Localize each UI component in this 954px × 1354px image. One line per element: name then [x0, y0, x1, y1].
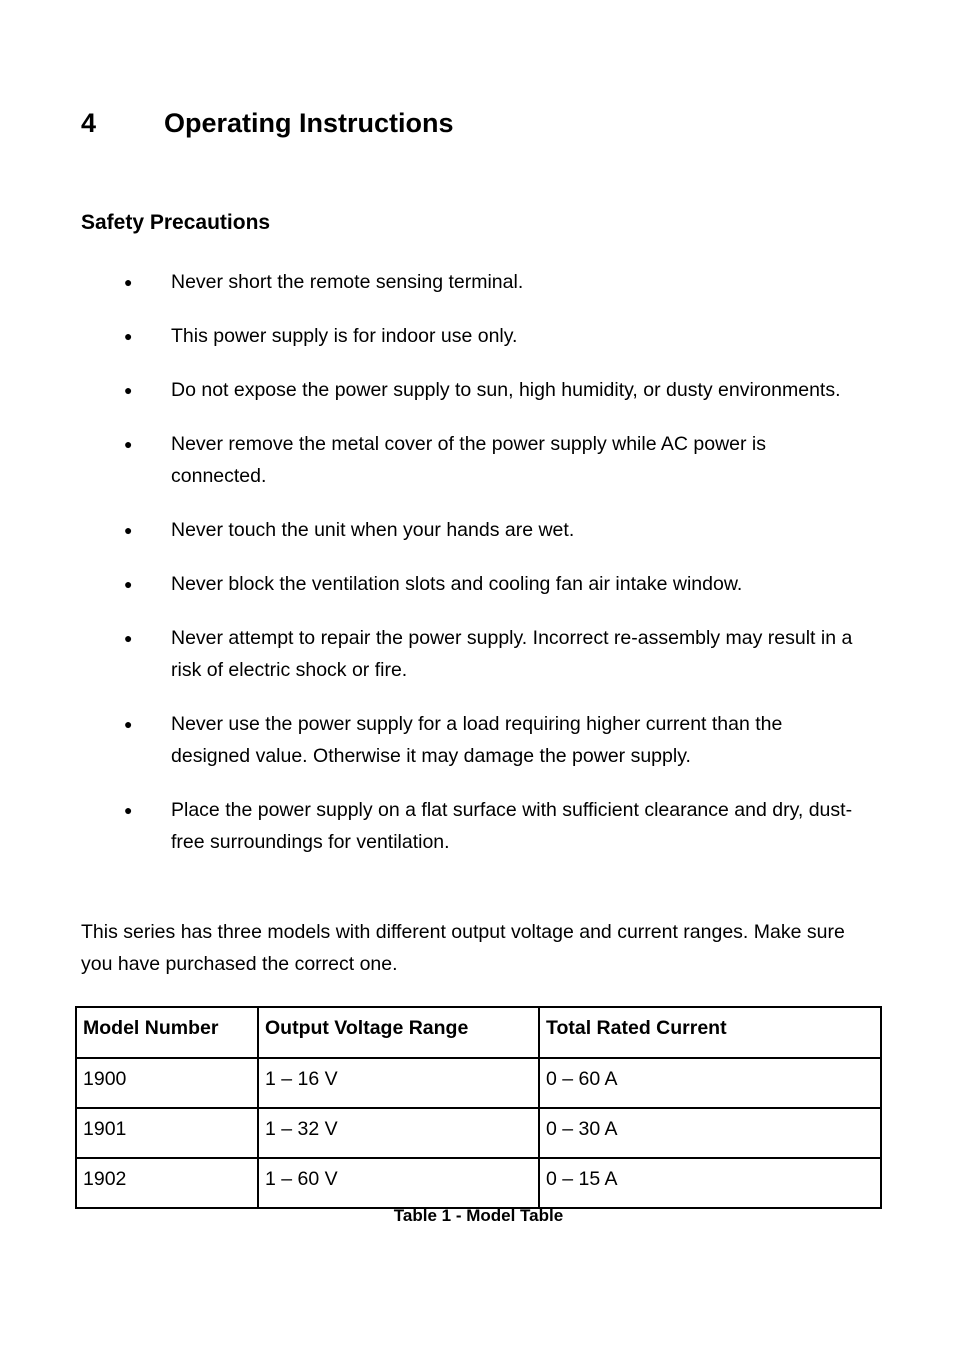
- list-item-text: Never short the remote sensing terminal.: [171, 271, 524, 293]
- list-item-text: Never use the power supply for a load requiring higher current than the designed value. Otherwise it may damage the power supply.: [171, 713, 783, 767]
- cell-current: 0 – 60 A: [539, 1058, 881, 1108]
- cell-voltage: 1 – 32 V: [258, 1108, 539, 1158]
- bullet-icon: ●: [124, 576, 133, 592]
- list-item: [120, 622, 860, 686]
- cell-model: 1900: [76, 1058, 258, 1108]
- list-item: [120, 794, 860, 858]
- safety-heading: Safety Precautions: [81, 211, 271, 234]
- table-caption: Table 1 - Model Table: [393, 1206, 564, 1225]
- bullet-icon: ●: [124, 436, 133, 452]
- cell-model: 1902: [76, 1158, 258, 1208]
- list-item-text: Do not expose the power supply to sun, high humidity, or dusty environments.: [171, 379, 841, 401]
- list-item-text: Never block the ventilation slots and cooling fan air intake window.: [171, 573, 743, 595]
- list-item: [120, 428, 860, 492]
- list-item: [120, 374, 860, 406]
- cell-current: 0 – 15 A: [539, 1158, 881, 1208]
- bullet-icon: ●: [124, 716, 133, 732]
- list-item-text: Place the power supply on a flat surface with sufficient clearance and dry, dust-free surroundings for ventilation.: [171, 799, 853, 853]
- header-output-voltage: Output Voltage Range: [258, 1007, 539, 1058]
- cell-model: 1901: [76, 1108, 258, 1158]
- cell-current: 0 – 30 A: [539, 1108, 881, 1158]
- list-item: [120, 568, 860, 600]
- table-row: [76, 1108, 881, 1158]
- bullet-icon: ●: [124, 328, 133, 344]
- cell-voltage: 1 – 16 V: [258, 1058, 539, 1108]
- table-header-row: [76, 1007, 881, 1058]
- bullet-icon: ●: [124, 630, 133, 646]
- list-item: [120, 320, 860, 352]
- list-item: [120, 708, 860, 772]
- list-item: [120, 514, 860, 546]
- bullet-icon: ●: [124, 382, 133, 398]
- model-table: [75, 1006, 882, 1209]
- section-heading: [81, 108, 454, 139]
- bullet-icon: ●: [124, 522, 133, 538]
- intro-paragraph: This series has three models with different output voltage and current ranges. Make sure you have purchased the correct one.: [81, 921, 845, 975]
- list-item-text: Never touch the unit when your hands are wet.: [171, 519, 575, 541]
- bullet-icon: ●: [124, 802, 133, 818]
- list-item: [120, 266, 860, 298]
- section-title: Operating Instructions: [164, 108, 454, 138]
- header-rated-current: Total Rated Current: [539, 1007, 881, 1058]
- list-item-text: Never remove the metal cover of the power supply while AC power is connected.: [171, 433, 767, 487]
- table-row: [76, 1158, 881, 1208]
- table-row: [76, 1058, 881, 1108]
- header-model-number: Model Number: [76, 1007, 258, 1058]
- list-item-text: Never attempt to repair the power supply. Incorrect re-assembly may result in a risk of electric shock or fire.: [171, 627, 853, 681]
- list-item-text: This power supply is for indoor use only.: [171, 325, 518, 347]
- section-number: 4: [81, 108, 97, 138]
- bullet-icon: ●: [124, 274, 133, 290]
- cell-voltage: 1 – 60 V: [258, 1158, 539, 1208]
- safety-list: [120, 266, 860, 880]
